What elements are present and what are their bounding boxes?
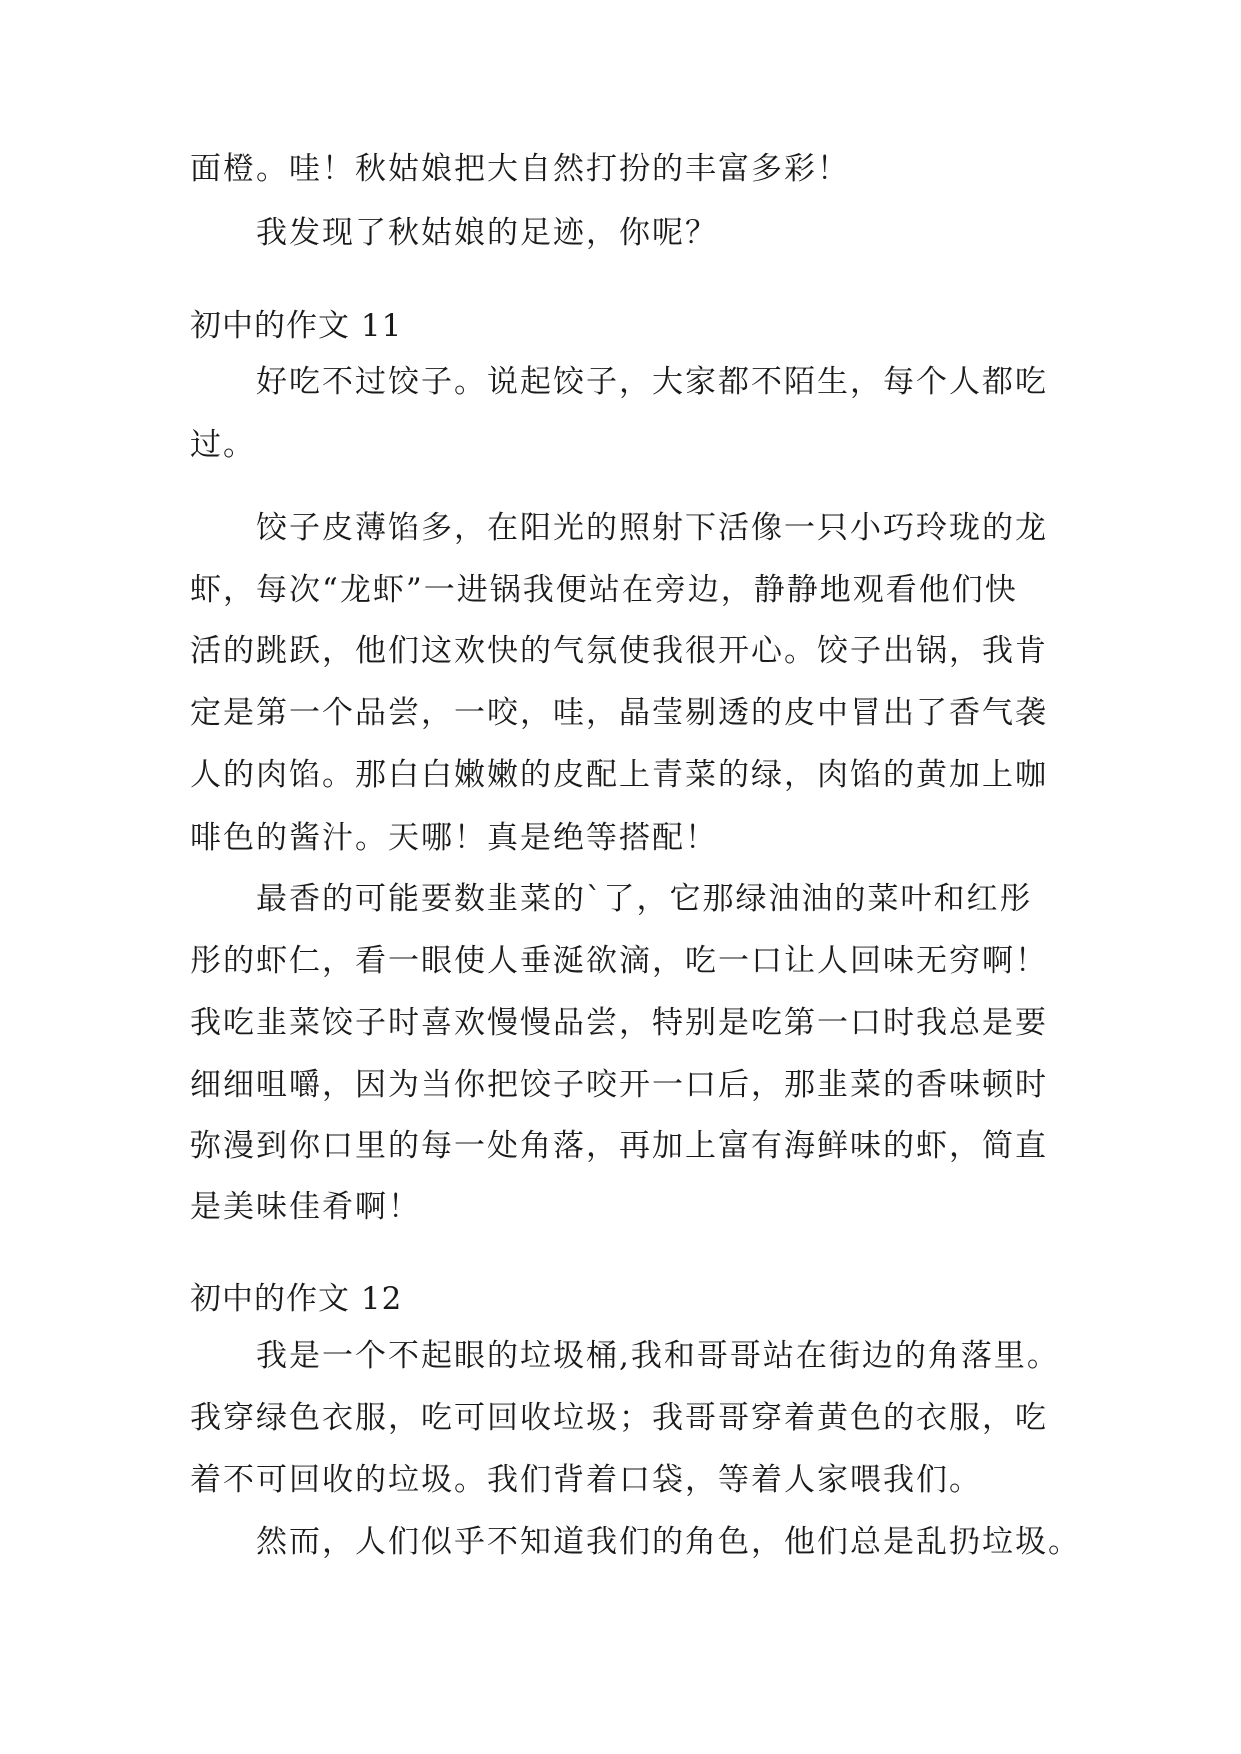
essay-title: 初中的作文 12 [190, 1281, 403, 1317]
paragraph-line: 着不可回收的垃圾。我们背着口袋，等着人家喂我们。 [190, 1462, 982, 1498]
paragraph-line: 细细咀嚼，因为当你把饺子咬开一口后，那韭菜的香味顿时 [190, 1067, 1048, 1103]
paragraph-line: 虾，每次“龙虾”一进锅我便站在旁边，静静地观看他们快 [190, 572, 1018, 608]
paragraph-line: 好吃不过饺子。说起饺子，大家都不陌生，每个人都吃 [256, 364, 1048, 400]
paragraph-line: 我吃韭菜饺子时喜欢慢慢品尝，特别是吃第一口时我总是要 [190, 1005, 1048, 1041]
paragraph-line: 饺子皮薄馅多，在阳光的照射下活像一只小巧玲珑的龙 [256, 510, 1048, 546]
paragraph-line: 我发现了秋姑娘的足迹，你呢？ [256, 215, 718, 251]
paragraph-line: 弥漫到你口里的每一处角落，再加上富有海鲜味的虾，简直 [190, 1128, 1048, 1164]
paragraph-line: 定是第一个品尝，一咬，哇，晶莹剔透的皮中冒出了香气袭 [190, 695, 1048, 731]
paragraph-line: 面橙。哇！秋姑娘把大自然打扮的丰富多彩！ [190, 151, 850, 187]
paragraph-line: 然而，人们似乎不知道我们的角色，他们总是乱扔垃圾。 [256, 1524, 1081, 1560]
essay-title: 初中的作文 11 [190, 308, 403, 344]
paragraph-line: 活的跳跃，他们这欢快的气氛使我很开心。饺子出锅，我肯 [190, 633, 1048, 669]
paragraph-line: 是美味佳肴啊！ [190, 1189, 421, 1225]
paragraph-line: 彤的虾仁，看一眼使人垂涎欲滴，吃一口让人回味无穷啊！ [190, 943, 1048, 979]
paragraph-line: 我穿绿色衣服，吃可回收垃圾；我哥哥穿着黄色的衣服，吃 [190, 1400, 1048, 1436]
paragraph-line: 过。 [190, 427, 256, 463]
paragraph-line: 我是一个不起眼的垃圾桶,我和哥哥站在街边的角落里。 [256, 1338, 1060, 1374]
paragraph-line: 啡色的酱汁。天哪！真是绝等搭配！ [190, 820, 718, 856]
paragraph-line: 最香的可能要数韭菜的`了，它那绿油油的菜叶和红彤 [256, 881, 1033, 917]
paragraph-line: 人的肉馅。那白白嫩嫩的皮配上青菜的绿，肉馅的黄加上咖 [190, 757, 1048, 793]
